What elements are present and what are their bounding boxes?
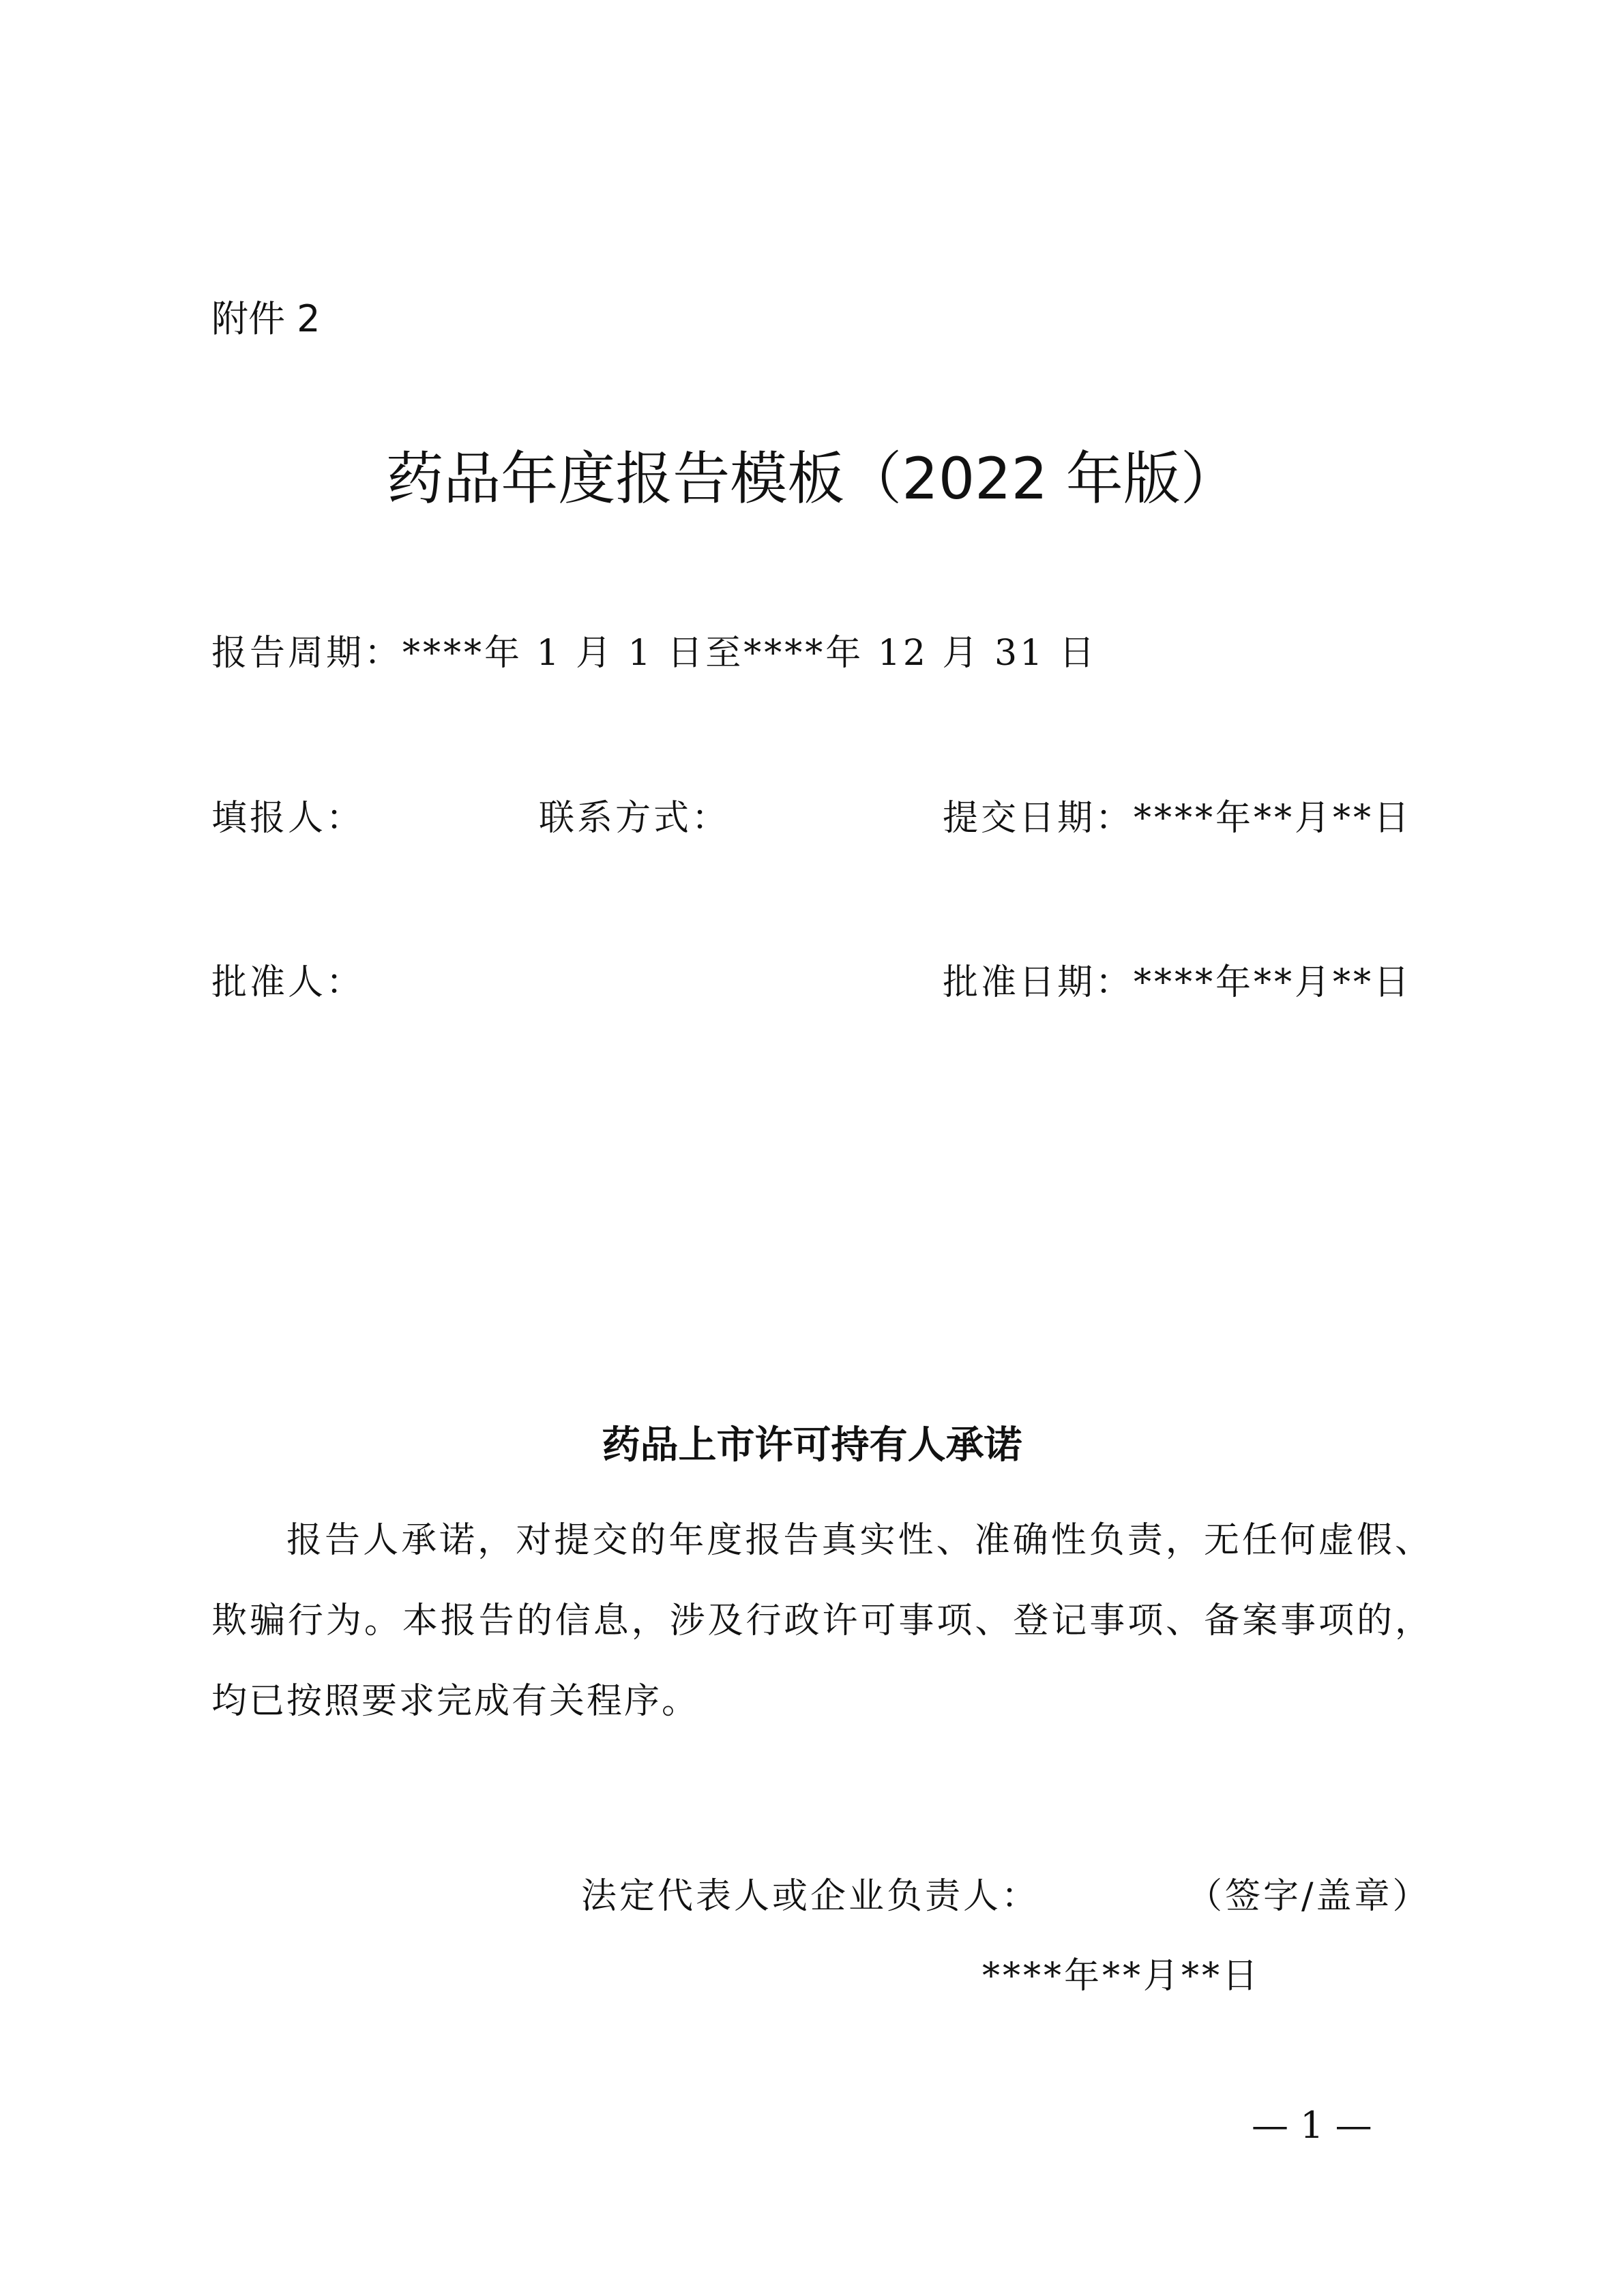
pledge-body: 报告人承诺，对提交的年度报告真实性、准确性负责，无任何虚假、欺骗行为。本报告的信息，涉及行政许可事项、登记事项、备案事项的，均已按照要求完成有关程序。 <box>211 1520 1432 1722</box>
filler-label: 填报人： <box>211 798 365 839</box>
contact-label: 联系方式： <box>539 798 730 839</box>
document-title: 药品年度报告模板（2022 年版） <box>386 445 1238 512</box>
submit-date: 提交日期：****年**月**日 <box>943 798 1413 839</box>
sign-date: ****年**月**日 <box>982 1956 1261 1997</box>
pledge-title: 药品上市许可持有人承诺 <box>602 1423 1022 1467</box>
seal-note: （签字/盖章） <box>1187 1876 1431 1917</box>
attachment-label: 附件 2 <box>211 297 321 340</box>
approver-label: 批准人： <box>211 962 365 1003</box>
page-number: — 1 — <box>1252 2104 1372 2147</box>
approve-date: 批准日期：****年**月**日 <box>943 962 1413 1003</box>
report-period: 报告周期：****年 1 月 1 日至****年 12 月 31 日 <box>211 633 1097 674</box>
signer-label: 法定代表人或企业负责人： <box>581 1876 1040 1917</box>
